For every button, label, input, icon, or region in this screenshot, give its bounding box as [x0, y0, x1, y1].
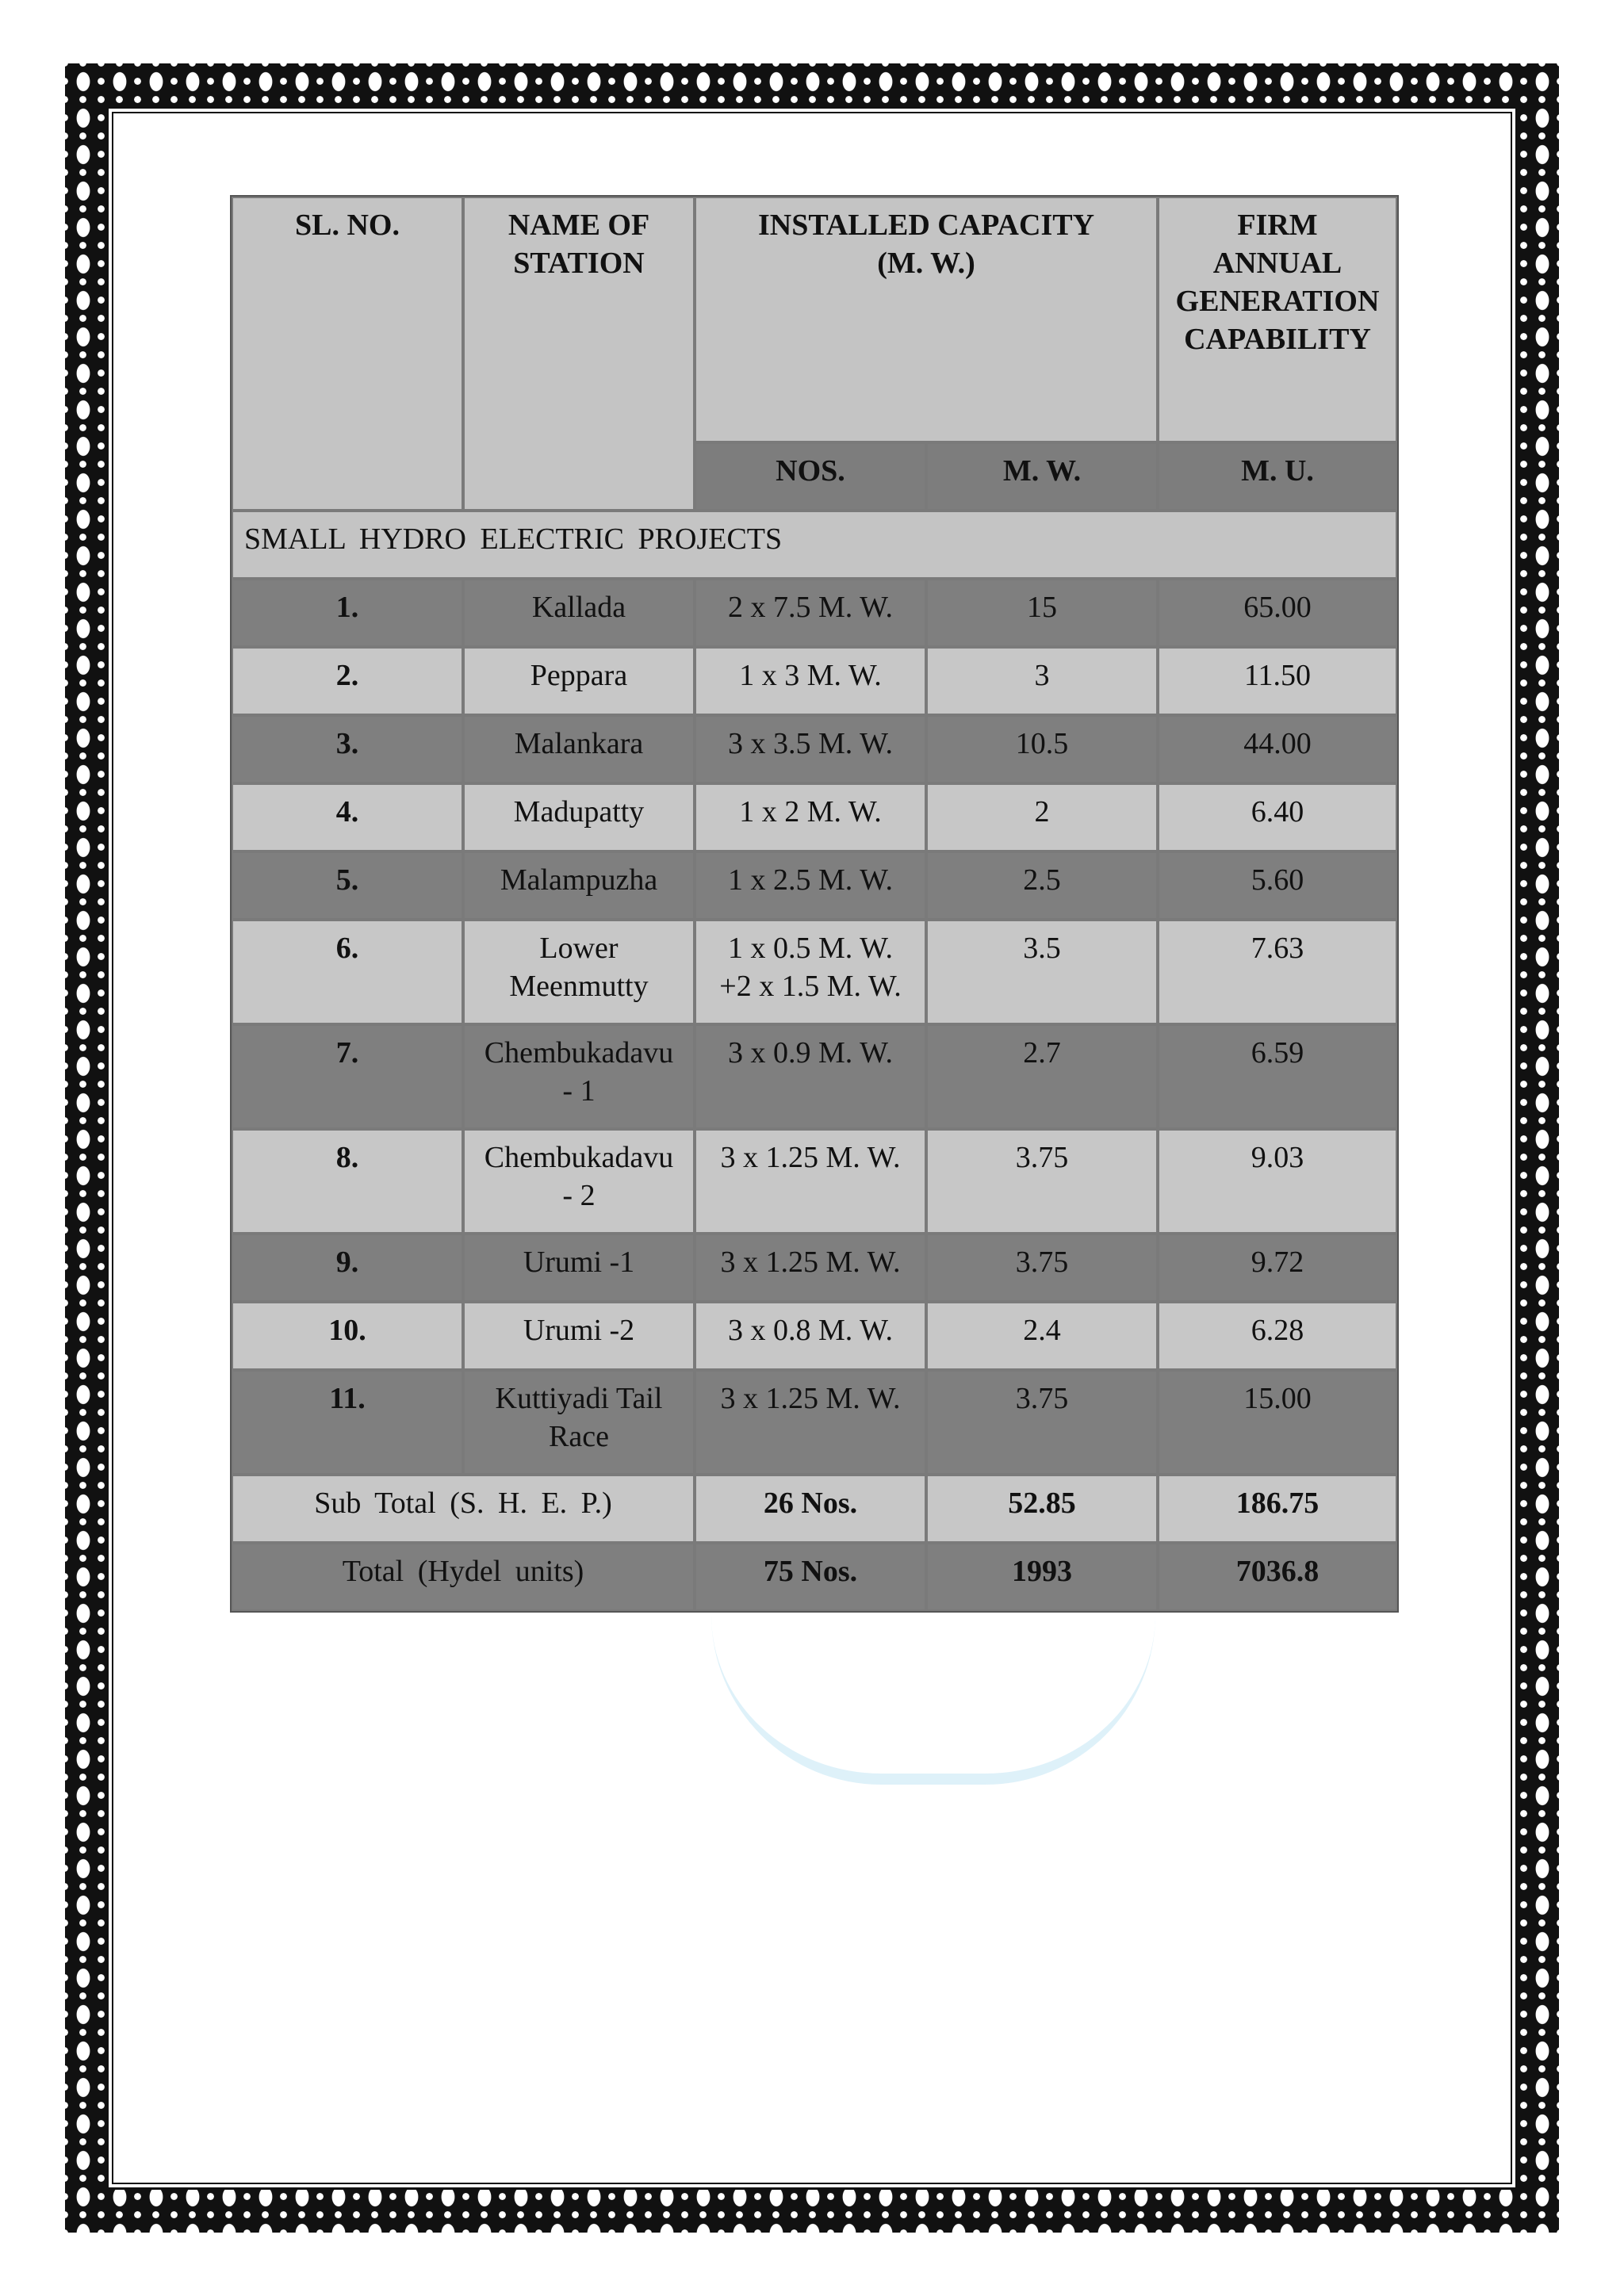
row-station-name: [463, 1024, 695, 1129]
row-capacity-line1: 2 x 7.5 M. W.: [728, 591, 893, 624]
row-station-line1: Urumi -2: [523, 1314, 635, 1347]
row-capacity: [695, 783, 926, 851]
row-mu-text: 6.40: [1251, 795, 1304, 828]
table-body: [232, 579, 1397, 1475]
header-firm-line3: GENERATION: [1175, 285, 1380, 318]
row-mw: [926, 851, 1158, 920]
row-sl-no: [232, 715, 463, 783]
watermark-logo: [711, 1615, 1155, 1785]
row-mu: [1158, 783, 1397, 851]
row-mu-text: 9.72: [1251, 1246, 1304, 1279]
row-sl-no: [232, 579, 463, 647]
row-mw-text: 10.5: [1015, 727, 1069, 760]
table-row: [232, 783, 1397, 851]
row-mu-text: 9.03: [1251, 1141, 1304, 1174]
table-row: [232, 1024, 1397, 1129]
row-mu: [1158, 579, 1397, 647]
row-sl-no-text: 7.: [335, 1036, 359, 1070]
row-station-line1: Madupatty: [513, 795, 645, 828]
row-sl-no: [232, 783, 463, 851]
row-sl-no-text: 10.: [328, 1314, 366, 1347]
row-capacity: [695, 1129, 926, 1234]
row-capacity-line1: 3 x 3.5 M. W.: [728, 727, 893, 760]
table-header-row: [232, 197, 1397, 442]
row-sl-no: [232, 1024, 463, 1129]
header-station-line1: NAME OF: [508, 209, 650, 242]
total-mu: 7036.8: [1158, 1543, 1397, 1611]
row-station-line2: - 1: [562, 1074, 596, 1108]
row-station-name: [463, 920, 695, 1024]
row-sl-no: [232, 920, 463, 1024]
row-mw-text: 15: [1027, 591, 1057, 624]
row-capacity-line1: 3 x 1.25 M. W.: [720, 1382, 901, 1415]
row-station-line1: Urumi -1: [523, 1246, 635, 1279]
row-station-name: [463, 647, 695, 715]
row-capacity: [695, 1024, 926, 1129]
row-station-line1: Chembukadavu: [484, 1036, 674, 1070]
row-station-name: [463, 579, 695, 647]
row-sl-no: [232, 647, 463, 715]
row-mu: [1158, 647, 1397, 715]
header-capacity-line1: INSTALLED CAPACITY: [757, 209, 1095, 242]
row-station-line1: Kuttiyadi Tail: [495, 1382, 663, 1415]
header-station-line2: STATION: [513, 247, 645, 280]
header-capacity-line2: (M. W.): [877, 247, 975, 280]
row-station-name: [463, 1370, 695, 1475]
row-mw: [926, 715, 1158, 783]
total-nos: 75 Nos.: [695, 1543, 926, 1611]
row-mw: [926, 1302, 1158, 1370]
total-row: [232, 1543, 1397, 1611]
row-station-line1: Kallada: [531, 591, 626, 624]
row-capacity-line1: 1 x 0.5 M. W.: [728, 932, 893, 965]
row-sl-no-text: 8.: [335, 1141, 359, 1174]
row-mw-text: 3.5: [1023, 932, 1061, 965]
table-row: [232, 1302, 1397, 1370]
row-mu-text: 11.50: [1243, 659, 1312, 692]
row-sl-no-text: 1.: [335, 591, 359, 624]
row-mw: [926, 1129, 1158, 1234]
row-sl-no: [232, 1302, 463, 1370]
row-mu: [1158, 851, 1397, 920]
row-sl-no-text: 9.: [335, 1246, 359, 1279]
row-mu: [1158, 1024, 1397, 1129]
header-sl-no-text: SL. NO.: [295, 209, 400, 242]
row-mu-text: 6.59: [1251, 1036, 1304, 1070]
row-sl-no: [232, 1234, 463, 1302]
header-nos: NOS.: [695, 442, 926, 511]
table-row: [232, 579, 1397, 647]
row-station-line1: Chembukadavu: [484, 1141, 674, 1174]
row-station-line2: Race: [549, 1420, 609, 1453]
row-capacity-line1: 3 x 0.8 M. W.: [728, 1314, 893, 1347]
row-capacity: [695, 579, 926, 647]
header-firm-line1: FIRM: [1237, 209, 1318, 242]
row-sl-no: [232, 1129, 463, 1234]
row-mu: [1158, 1129, 1397, 1234]
row-station-name: [463, 783, 695, 851]
row-mu: [1158, 1234, 1397, 1302]
row-mu: [1158, 920, 1397, 1024]
row-mw: [926, 647, 1158, 715]
row-sl-no-text: 3.: [335, 727, 359, 760]
table-row: [232, 1129, 1397, 1234]
row-mu: [1158, 1302, 1397, 1370]
row-mw: [926, 1234, 1158, 1302]
row-station-line2: - 2: [562, 1179, 596, 1212]
row-capacity: [695, 647, 926, 715]
section-title: SMALL HYDRO ELECTRIC PROJECTS: [232, 511, 1397, 579]
row-capacity: [695, 1234, 926, 1302]
row-capacity: [695, 851, 926, 920]
row-mw-text: 2.4: [1023, 1314, 1061, 1347]
subtotal-row: [232, 1475, 1397, 1543]
row-capacity-line1: 1 x 2 M. W.: [739, 795, 882, 828]
subtotal-mu: 186.75: [1158, 1475, 1397, 1543]
header-mw: M. W.: [926, 442, 1158, 511]
row-mw-text: 3.75: [1015, 1246, 1069, 1279]
row-station-line2: Meenmutty: [509, 970, 649, 1003]
row-capacity-line1: 1 x 3 M. W.: [739, 659, 882, 692]
row-sl-no: [232, 1370, 463, 1475]
row-mw-text: 2.7: [1023, 1036, 1061, 1070]
row-station-line1: Lower: [539, 932, 619, 965]
row-mw-text: 3.75: [1015, 1141, 1069, 1174]
row-mu-text: 7.63: [1251, 932, 1304, 965]
subtotal-label: Sub Total (S. H. E. P.): [232, 1475, 695, 1543]
row-mu-text: 6.28: [1251, 1314, 1304, 1347]
row-capacity-line1: 1 x 2.5 M. W.: [728, 863, 893, 897]
row-mw-text: 2.5: [1023, 863, 1061, 897]
row-capacity: [695, 920, 926, 1024]
row-mu: [1158, 1370, 1397, 1475]
row-mu-text: 5.60: [1251, 863, 1304, 897]
row-station-line1: Malampuzha: [500, 863, 658, 897]
hydro-stations-table-container: [230, 195, 1396, 1613]
table-row: [232, 647, 1397, 715]
row-sl-no-text: 6.: [335, 932, 359, 965]
row-mw-text: 3.75: [1015, 1382, 1069, 1415]
row-capacity: [695, 1302, 926, 1370]
row-capacity-line1: 3 x 0.9 M. W.: [728, 1036, 893, 1070]
subtotal-nos: 26 Nos.: [695, 1475, 926, 1543]
header-firm-line2: ANNUAL: [1212, 247, 1342, 280]
header-installed-capacity: [695, 197, 1158, 442]
row-mu: [1158, 715, 1397, 783]
row-station-name: [463, 715, 695, 783]
row-mw: [926, 920, 1158, 1024]
row-sl-no-text: 11.: [329, 1382, 366, 1415]
total-label: Total (Hydel units): [232, 1543, 695, 1611]
subtotal-mw: 52.85: [926, 1475, 1158, 1543]
header-mu: M. U.: [1158, 442, 1397, 511]
row-mu-text: 44.00: [1243, 727, 1312, 760]
table-row: [232, 1370, 1397, 1475]
row-capacity: [695, 1370, 926, 1475]
row-station-name: [463, 851, 695, 920]
table-row: [232, 715, 1397, 783]
row-capacity-line1: 3 x 1.25 M. W.: [720, 1246, 901, 1279]
row-station-name: [463, 1302, 695, 1370]
row-mw-text: 3: [1034, 659, 1050, 692]
header-station-name: [463, 197, 695, 511]
total-mw: 1993: [926, 1543, 1158, 1611]
row-mw: [926, 579, 1158, 647]
row-capacity-line2: +2 x 1.5 M. W.: [719, 970, 902, 1003]
row-mw: [926, 1370, 1158, 1475]
row-mu-text: 15.00: [1243, 1382, 1312, 1415]
hydro-stations-table: [230, 195, 1399, 1613]
row-mu-text: 65.00: [1243, 591, 1312, 624]
row-station-name: [463, 1234, 695, 1302]
header-firm-capability: [1158, 197, 1397, 442]
row-station-line1: Peppara: [530, 659, 628, 692]
row-station-line1: Malankara: [514, 727, 644, 760]
table-row: [232, 920, 1397, 1024]
row-mw: [926, 1024, 1158, 1129]
section-title-row: [232, 511, 1397, 579]
row-mw-text: 2: [1034, 795, 1050, 828]
row-mw: [926, 783, 1158, 851]
table-row: [232, 1234, 1397, 1302]
row-sl-no-text: 4.: [335, 795, 359, 828]
row-capacity-line1: 3 x 1.25 M. W.: [720, 1141, 901, 1174]
header-firm-line4: CAPABILITY: [1184, 323, 1371, 356]
row-sl-no-text: 5.: [335, 863, 359, 897]
table-row: [232, 851, 1397, 920]
row-sl-no: [232, 851, 463, 920]
header-sl-no: [232, 197, 463, 511]
row-capacity: [695, 715, 926, 783]
row-station-name: [463, 1129, 695, 1234]
row-sl-no-text: 2.: [335, 659, 359, 692]
